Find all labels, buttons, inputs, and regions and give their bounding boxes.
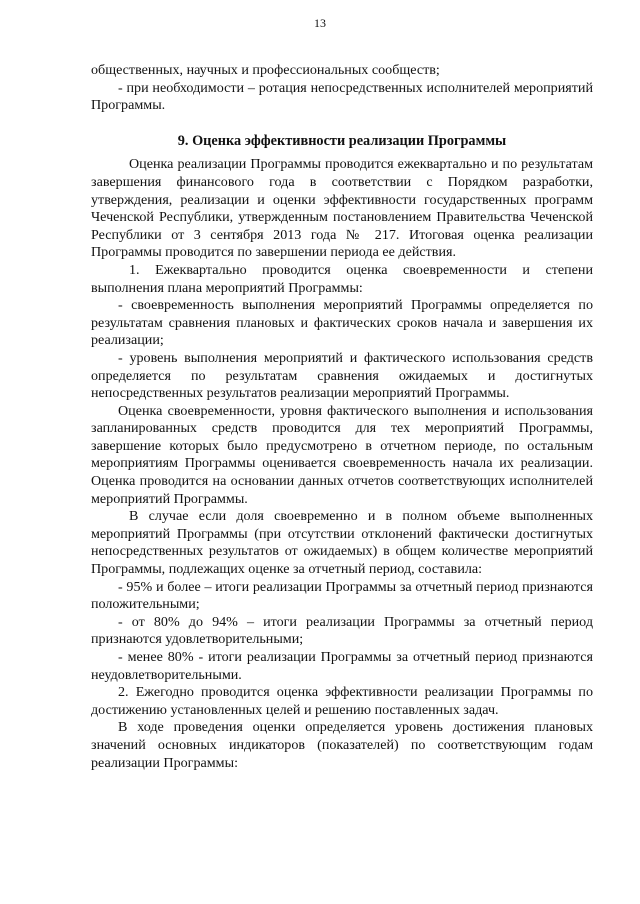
paragraph-quarterly-evaluation: 1. Ежеквартально проводится оценка своевременности и степени выполнения плана мероприятий Программы: [91, 261, 593, 296]
paragraph-continuation: общественных, научных и профессиональных сообществ; [91, 62, 440, 78]
paragraph-evaluation-intro: Оценка реализации Программы проводится ежеквартально и по результатам завершения финансового года в соответствии с Порядком разработки, утверждения, реализации и оценки эффективности государственных программ Чеченской Республики, утвержденным постановлением Правительства Чеченской Республики от 3 сентября 2013 года № 217. Итоговая оценка реализации Программы проводится по завершении периода ее действия. [91, 156, 593, 261]
paragraph-indicators: В ходе проведения оценки определяется уровень достижения плановых значений основных индикаторов (показателей) по соответствующим годам реализации Программы: [91, 719, 593, 771]
section-heading: 9. Оценка эффективности реализации Программы [177, 132, 507, 149]
list-item-satisfactory: - от 80% до 94% – итоги реализации Программы за отчетный период признаются удовлетворительными; [91, 613, 593, 648]
list-item-rotation: - при необходимости – ротация непосредственных исполнителей мероприятий Программы. [91, 79, 593, 114]
list-item-positive: - 95% и более – итоги реализации Программы за отчетный период признаются положительными; [91, 578, 593, 613]
paragraph-annual-evaluation: 2. Ежегодно проводится оценка эффективности реализации Программы по достижению установленных целей и решению поставленных задач. [91, 684, 593, 718]
paragraph-share-condition: В случае если доля своевременно и в полном объеме выполненных мероприятий Программы (при отсутствии отклонений фактически достигнутых непосредственных результатов от ожидаемых) в общем количестве мероприятий Программы, подлежащих оценке за отчетный период, составила: [91, 508, 593, 578]
list-item-execution-level: - уровень выполнения мероприятий и фактического использования средств определяется по результатам сравнения ожидаемых и достигнутых непосредственных результатов реализации мероприятий Программы. [91, 349, 593, 402]
list-item-unsatisfactory: - менее 80% - итоги реализации Программы за отчетный период признаются неудовлетворительными. [91, 649, 593, 683]
paragraph-evaluation-scope: Оценка своевременности, уровня фактического выполнения и использования запланированных средств проводится для тех мероприятий Программы, завершение которых было предусмотрено в отчетном периоде, по остальным мероприятиям Программы оценивается своевременность начала их реализации. Оценка проводится на основании данных отчетов соответствующих исполнителей мероприятий Программы. [91, 402, 593, 507]
page-number: 13 [314, 16, 326, 30]
list-item-timeliness: - своевременность выполнения мероприятий Программы определяется по результатам сравнения плановых и фактических сроков начала и завершения их реализации; [91, 297, 593, 349]
page-body [91, 62, 593, 772]
